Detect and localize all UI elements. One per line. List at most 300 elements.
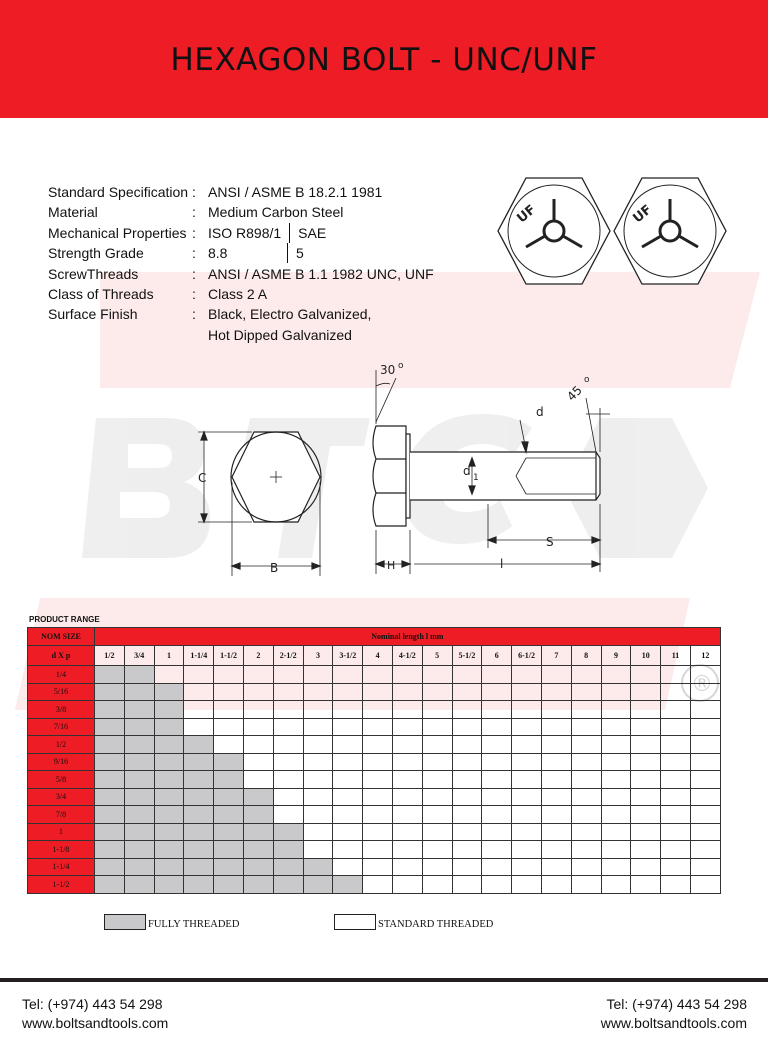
length-header-cell: 7 [541, 646, 571, 666]
standard-threaded-cell [333, 683, 363, 701]
fully-threaded-cell [243, 806, 273, 824]
standard-threaded-cell [452, 736, 482, 754]
standard-threaded-cell [512, 718, 542, 736]
table-row [28, 701, 721, 719]
standard-threaded-cell [363, 736, 393, 754]
standard-threaded-cell [601, 841, 631, 859]
standard-threaded-cell [541, 701, 571, 719]
standard-threaded-cell [452, 666, 482, 684]
standard-threaded-cell [601, 683, 631, 701]
fully-threaded-cell [154, 823, 184, 841]
standard-threaded-cell [422, 753, 452, 771]
standard-threaded-cell [512, 788, 542, 806]
contact-website[interactable]: www.boltsandtools.com [600, 1015, 747, 1031]
standard-threaded-cell [690, 718, 720, 736]
length-header-cell: 3/4 [124, 646, 154, 666]
spec-row-threads [48, 264, 468, 284]
standard-threaded-cell [273, 771, 303, 789]
standard-threaded-cell [571, 666, 601, 684]
standard-threaded-cell [363, 701, 393, 719]
angle45-label: 45 [564, 383, 585, 404]
fully-threaded-cell [154, 876, 184, 894]
standard-threaded-cell [452, 876, 482, 894]
length-header-cell: 1/2 [95, 646, 125, 666]
standard-threaded-cell [303, 841, 333, 859]
spec-colon: : [192, 224, 196, 241]
standard-threaded-cell [214, 701, 244, 719]
nom-size-cell: 3/8 [28, 701, 95, 719]
standard-threaded-cell [571, 701, 601, 719]
standard-threaded-cell [392, 841, 422, 859]
length-header-cell: 8 [571, 646, 601, 666]
nom-size-cell: 1/4 [28, 666, 95, 684]
fully-threaded-cell [184, 771, 214, 789]
fully-threaded-cell [214, 753, 244, 771]
spec-value-b: 5 [296, 245, 304, 262]
standard-threaded-cell [661, 858, 691, 876]
standard-threaded-cell [392, 806, 422, 824]
standard-threaded-cell [631, 771, 661, 789]
standard-threaded-cell [422, 718, 452, 736]
standard-threaded-cell [363, 823, 393, 841]
standard-threaded-cell [690, 753, 720, 771]
table-row [28, 771, 721, 789]
standard-threaded-cell [333, 736, 363, 754]
legend-swatch [104, 914, 146, 930]
standard-threaded-cell [512, 683, 542, 701]
standard-threaded-cell [482, 806, 512, 824]
standard-threaded-cell [303, 806, 333, 824]
standard-threaded-cell [303, 753, 333, 771]
standard-threaded-cell [571, 771, 601, 789]
standard-threaded-cell [452, 788, 482, 806]
standard-threaded-cell [184, 683, 214, 701]
standard-threaded-cell [333, 718, 363, 736]
s-label: S [546, 535, 554, 549]
length-header-cell: 1 [154, 646, 184, 666]
contact-tel: Tel: (+974) 443 54 298 [606, 996, 747, 1012]
page-title: HEXAGON BOLT - UNC/UNF [170, 42, 598, 78]
spec-colon: : [192, 306, 196, 323]
product-range-table [27, 627, 721, 894]
standard-threaded-cell [363, 841, 393, 859]
spec-colon: : [192, 184, 196, 200]
standard-threaded-cell [661, 753, 691, 771]
head-mark-right-icon [614, 178, 726, 284]
standard-threaded-cell [541, 666, 571, 684]
fully-threaded-cell [124, 701, 154, 719]
standard-threaded-cell [690, 736, 720, 754]
standard-threaded-cell [541, 788, 571, 806]
table-row [28, 666, 721, 684]
standard-threaded-cell [184, 718, 214, 736]
standard-threaded-cell [333, 841, 363, 859]
spec-row-material [48, 202, 468, 222]
contact-website[interactable]: www.boltsandtools.com [22, 1015, 169, 1031]
fully-threaded-cell [243, 841, 273, 859]
fully-threaded-cell [214, 823, 244, 841]
length-header-cell: 5 [422, 646, 452, 666]
b-label: B [270, 561, 279, 575]
fully-threaded-cell [154, 701, 184, 719]
l-label: l [500, 557, 504, 571]
fully-threaded-cell [154, 753, 184, 771]
contact-tel: Tel: (+974) 443 54 298 [22, 996, 163, 1012]
fully-threaded-cell [243, 788, 273, 806]
standard-threaded-cell [482, 771, 512, 789]
standard-threaded-cell [601, 666, 631, 684]
length-header-cell: 4 [363, 646, 393, 666]
nom-size-cell: 7/8 [28, 806, 95, 824]
standard-threaded-cell [690, 823, 720, 841]
table-row [28, 736, 721, 754]
standard-threaded-cell [631, 841, 661, 859]
spec-value: Medium Carbon Steel [208, 204, 344, 221]
standard-threaded-cell [452, 718, 482, 736]
standard-threaded-cell [452, 701, 482, 719]
length-header-cell: 1-1/4 [184, 646, 214, 666]
standard-threaded-cell [273, 753, 303, 771]
standard-threaded-cell [452, 823, 482, 841]
standard-threaded-cell [631, 683, 661, 701]
length-header-cell: 5-1/2 [452, 646, 482, 666]
table-row [28, 718, 721, 736]
spec-value: Class 2 A [208, 286, 268, 303]
standard-threaded-cell [601, 701, 631, 719]
fully-threaded-cell [184, 876, 214, 894]
fully-threaded-cell [273, 858, 303, 876]
nom-size-cell: 1 [28, 823, 95, 841]
fully-threaded-cell [95, 753, 125, 771]
spec-label: Surface Finish [48, 306, 138, 323]
fully-threaded-cell [184, 858, 214, 876]
spec-label: Strength Grade [48, 245, 144, 262]
spec-value-b: SAE [298, 224, 327, 241]
nom-size-header: NOM SIZE [28, 628, 95, 646]
standard-threaded-cell [363, 876, 393, 894]
spec-value: ANSI / ASME B 18.2.1 1981 [208, 184, 383, 200]
standard-threaded-cell [661, 701, 691, 719]
standard-threaded-cell [541, 718, 571, 736]
length-header-cell: 2-1/2 [273, 646, 303, 666]
table-row [28, 753, 721, 771]
length-header-cell: 12 [690, 646, 720, 666]
fully-threaded-cell [184, 753, 214, 771]
h-label: H [387, 559, 396, 572]
standard-threaded-cell [363, 771, 393, 789]
standard-threaded-cell [512, 701, 542, 719]
fully-threaded-cell [154, 771, 184, 789]
spec-colon: : [192, 286, 196, 303]
nominal-length-header: Nominal length l mm [95, 628, 721, 646]
standard-threaded-cell [303, 771, 333, 789]
standard-threaded-cell [541, 753, 571, 771]
standard-threaded-cell [303, 666, 333, 684]
standard-threaded-cell [333, 806, 363, 824]
standard-threaded-cell [512, 753, 542, 771]
standard-threaded-cell [422, 736, 452, 754]
spec-separator [287, 243, 288, 263]
length-header-cell: 6 [482, 646, 512, 666]
fully-threaded-cell [95, 823, 125, 841]
d1-label: d [463, 464, 471, 478]
fully-threaded-cell [95, 666, 125, 684]
standard-threaded-cell [690, 701, 720, 719]
spec-label: Standard Specification [48, 184, 189, 200]
standard-threaded-cell [363, 858, 393, 876]
standard-threaded-cell [452, 806, 482, 824]
standard-threaded-cell [601, 823, 631, 841]
fully-threaded-cell [154, 806, 184, 824]
standard-threaded-cell [422, 876, 452, 894]
standard-threaded-cell [392, 701, 422, 719]
fully-threaded-cell [124, 823, 154, 841]
standard-threaded-cell [601, 806, 631, 824]
standard-threaded-cell [333, 753, 363, 771]
legend-standard-threaded [334, 914, 493, 930]
standard-threaded-cell [661, 683, 691, 701]
standard-threaded-cell [422, 683, 452, 701]
standard-threaded-cell [631, 718, 661, 736]
standard-threaded-cell [392, 876, 422, 894]
standard-threaded-cell [452, 683, 482, 701]
registered-mark: ® [691, 672, 713, 697]
standard-threaded-cell [273, 701, 303, 719]
standard-threaded-cell [392, 753, 422, 771]
nom-size-cell: 5/8 [28, 771, 95, 789]
fully-threaded-cell [154, 858, 184, 876]
table-row [28, 841, 721, 859]
spec-value-cont: Hot Dipped Galvanized [208, 326, 352, 343]
standard-threaded-cell [243, 666, 273, 684]
standard-threaded-cell [601, 876, 631, 894]
standard-threaded-cell [333, 701, 363, 719]
fully-threaded-cell [95, 718, 125, 736]
standard-threaded-cell [303, 823, 333, 841]
standard-threaded-cell [422, 858, 452, 876]
standard-threaded-cell [571, 788, 601, 806]
fully-threaded-cell [273, 876, 303, 894]
spec-label: Material [48, 204, 98, 221]
standard-threaded-cell [214, 683, 244, 701]
standard-threaded-cell [214, 736, 244, 754]
standard-threaded-cell [333, 788, 363, 806]
standard-threaded-cell [631, 736, 661, 754]
standard-threaded-cell [273, 788, 303, 806]
standard-threaded-cell [154, 666, 184, 684]
fully-threaded-cell [95, 701, 125, 719]
standard-threaded-cell [631, 666, 661, 684]
standard-threaded-cell [512, 736, 542, 754]
standard-threaded-cell [482, 683, 512, 701]
nom-size-cell: 1/2 [28, 736, 95, 754]
head-mark-text: UF [514, 202, 540, 227]
fully-threaded-cell [333, 876, 363, 894]
fully-threaded-cell [124, 788, 154, 806]
nom-size-cell: 9/16 [28, 753, 95, 771]
standard-threaded-cell [631, 806, 661, 824]
fully-threaded-cell [184, 788, 214, 806]
fully-threaded-cell [95, 876, 125, 894]
nom-size-cell: 3/4 [28, 788, 95, 806]
length-header-cell: 10 [631, 646, 661, 666]
fully-threaded-cell [184, 736, 214, 754]
standard-threaded-cell [661, 788, 691, 806]
angle30-label: 30 [380, 363, 396, 377]
standard-threaded-cell [363, 718, 393, 736]
nom-size-cell: 1-1/4 [28, 858, 95, 876]
length-header-cell: 6-1/2 [512, 646, 542, 666]
length-header-cell: 3-1/2 [333, 646, 363, 666]
standard-threaded-cell [571, 806, 601, 824]
standard-threaded-cell [452, 841, 482, 859]
fully-threaded-cell [154, 683, 184, 701]
standard-threaded-cell [601, 718, 631, 736]
contact-left [22, 995, 168, 1033]
length-header-cell: 4-1/2 [392, 646, 422, 666]
fully-threaded-cell [154, 736, 184, 754]
fully-threaded-cell [214, 806, 244, 824]
standard-threaded-cell [482, 858, 512, 876]
standard-threaded-cell [661, 771, 691, 789]
standard-threaded-cell [273, 683, 303, 701]
standard-threaded-cell [512, 858, 542, 876]
length-header-cell: 11 [661, 646, 691, 666]
standard-threaded-cell [243, 683, 273, 701]
head-mark-text: UF [630, 202, 656, 227]
fully-threaded-cell [124, 718, 154, 736]
fully-threaded-cell [243, 858, 273, 876]
fully-threaded-cell [95, 683, 125, 701]
standard-threaded-cell [541, 806, 571, 824]
fully-threaded-cell [95, 788, 125, 806]
standard-threaded-cell [482, 736, 512, 754]
standard-threaded-cell [601, 788, 631, 806]
standard-threaded-cell [243, 701, 273, 719]
standard-threaded-cell [452, 753, 482, 771]
standard-threaded-cell [392, 788, 422, 806]
fully-threaded-cell [124, 753, 154, 771]
bolt-head-marks [496, 173, 736, 293]
standard-threaded-cell [482, 753, 512, 771]
standard-threaded-cell [661, 876, 691, 894]
spec-value-a: ISO R898/1 [208, 224, 282, 241]
spec-list [48, 182, 468, 345]
nom-size-cell: 7/16 [28, 718, 95, 736]
standard-threaded-cell [541, 841, 571, 859]
standard-threaded-cell [690, 806, 720, 824]
standard-threaded-cell [661, 718, 691, 736]
standard-threaded-cell [571, 876, 601, 894]
standard-threaded-cell [214, 666, 244, 684]
standard-threaded-cell [631, 753, 661, 771]
standard-threaded-cell [512, 823, 542, 841]
standard-threaded-cell [690, 683, 720, 701]
standard-threaded-cell [690, 858, 720, 876]
table-row [28, 823, 721, 841]
nom-size-cell: 5/16 [28, 683, 95, 701]
fully-threaded-cell [303, 876, 333, 894]
standard-threaded-cell [571, 736, 601, 754]
standard-threaded-cell [512, 876, 542, 894]
standard-threaded-cell [392, 718, 422, 736]
standard-threaded-cell [422, 666, 452, 684]
fully-threaded-cell [243, 823, 273, 841]
fully-threaded-cell [273, 841, 303, 859]
fully-threaded-cell [154, 788, 184, 806]
standard-threaded-cell [422, 788, 452, 806]
standard-threaded-cell [303, 788, 333, 806]
fully-threaded-cell [243, 876, 273, 894]
standard-threaded-cell [422, 841, 452, 859]
standard-threaded-cell [631, 823, 661, 841]
fully-threaded-cell [214, 841, 244, 859]
standard-threaded-cell [512, 771, 542, 789]
standard-threaded-cell [541, 683, 571, 701]
d-label: d [536, 405, 544, 419]
standard-threaded-cell [512, 666, 542, 684]
standard-threaded-cell [243, 736, 273, 754]
standard-threaded-cell [482, 823, 512, 841]
legend-label: FULLY THREADED [148, 919, 240, 930]
standard-threaded-cell [512, 806, 542, 824]
legend-label: STANDARD THREADED [378, 919, 494, 930]
fully-threaded-cell [95, 841, 125, 859]
standard-threaded-cell [422, 771, 452, 789]
fully-threaded-cell [184, 806, 214, 824]
standard-threaded-cell [690, 771, 720, 789]
standard-threaded-cell [392, 823, 422, 841]
spec-colon: : [192, 204, 196, 221]
c-label: C [198, 471, 207, 485]
standard-threaded-cell [363, 666, 393, 684]
table-row [28, 876, 721, 894]
spec-value: Black, Electro Galvanized, [208, 306, 372, 323]
standard-threaded-cell [661, 666, 691, 684]
standard-threaded-cell [452, 858, 482, 876]
spec-row-finish [48, 304, 468, 345]
standard-threaded-cell [303, 718, 333, 736]
fully-threaded-cell [95, 771, 125, 789]
spec-row-grade [48, 243, 468, 263]
standard-threaded-cell [363, 683, 393, 701]
contact-right [601, 995, 747, 1033]
spec-value: ANSI / ASME B 1.1 1982 UNC, UNF [208, 265, 434, 282]
standard-threaded-cell [184, 701, 214, 719]
standard-threaded-cell [392, 858, 422, 876]
standard-threaded-cell [333, 666, 363, 684]
standard-threaded-cell [482, 718, 512, 736]
standard-threaded-cell [541, 858, 571, 876]
nom-size-cell: 1-1/2 [28, 876, 95, 894]
head-mark-left-icon [498, 178, 610, 284]
standard-threaded-cell [571, 683, 601, 701]
spec-row-class [48, 284, 468, 304]
length-header-cell: 2 [243, 646, 273, 666]
table-row [28, 788, 721, 806]
fully-threaded-cell [303, 858, 333, 876]
standard-threaded-cell [422, 823, 452, 841]
fully-threaded-cell [124, 841, 154, 859]
spec-separator [289, 223, 290, 243]
length-header-cell: 9 [601, 646, 631, 666]
fully-threaded-cell [154, 718, 184, 736]
standard-threaded-cell [631, 858, 661, 876]
spec-row-mechanical [48, 223, 468, 243]
standard-threaded-cell [571, 718, 601, 736]
fully-threaded-cell [124, 736, 154, 754]
angle30-deg: o [398, 361, 404, 371]
